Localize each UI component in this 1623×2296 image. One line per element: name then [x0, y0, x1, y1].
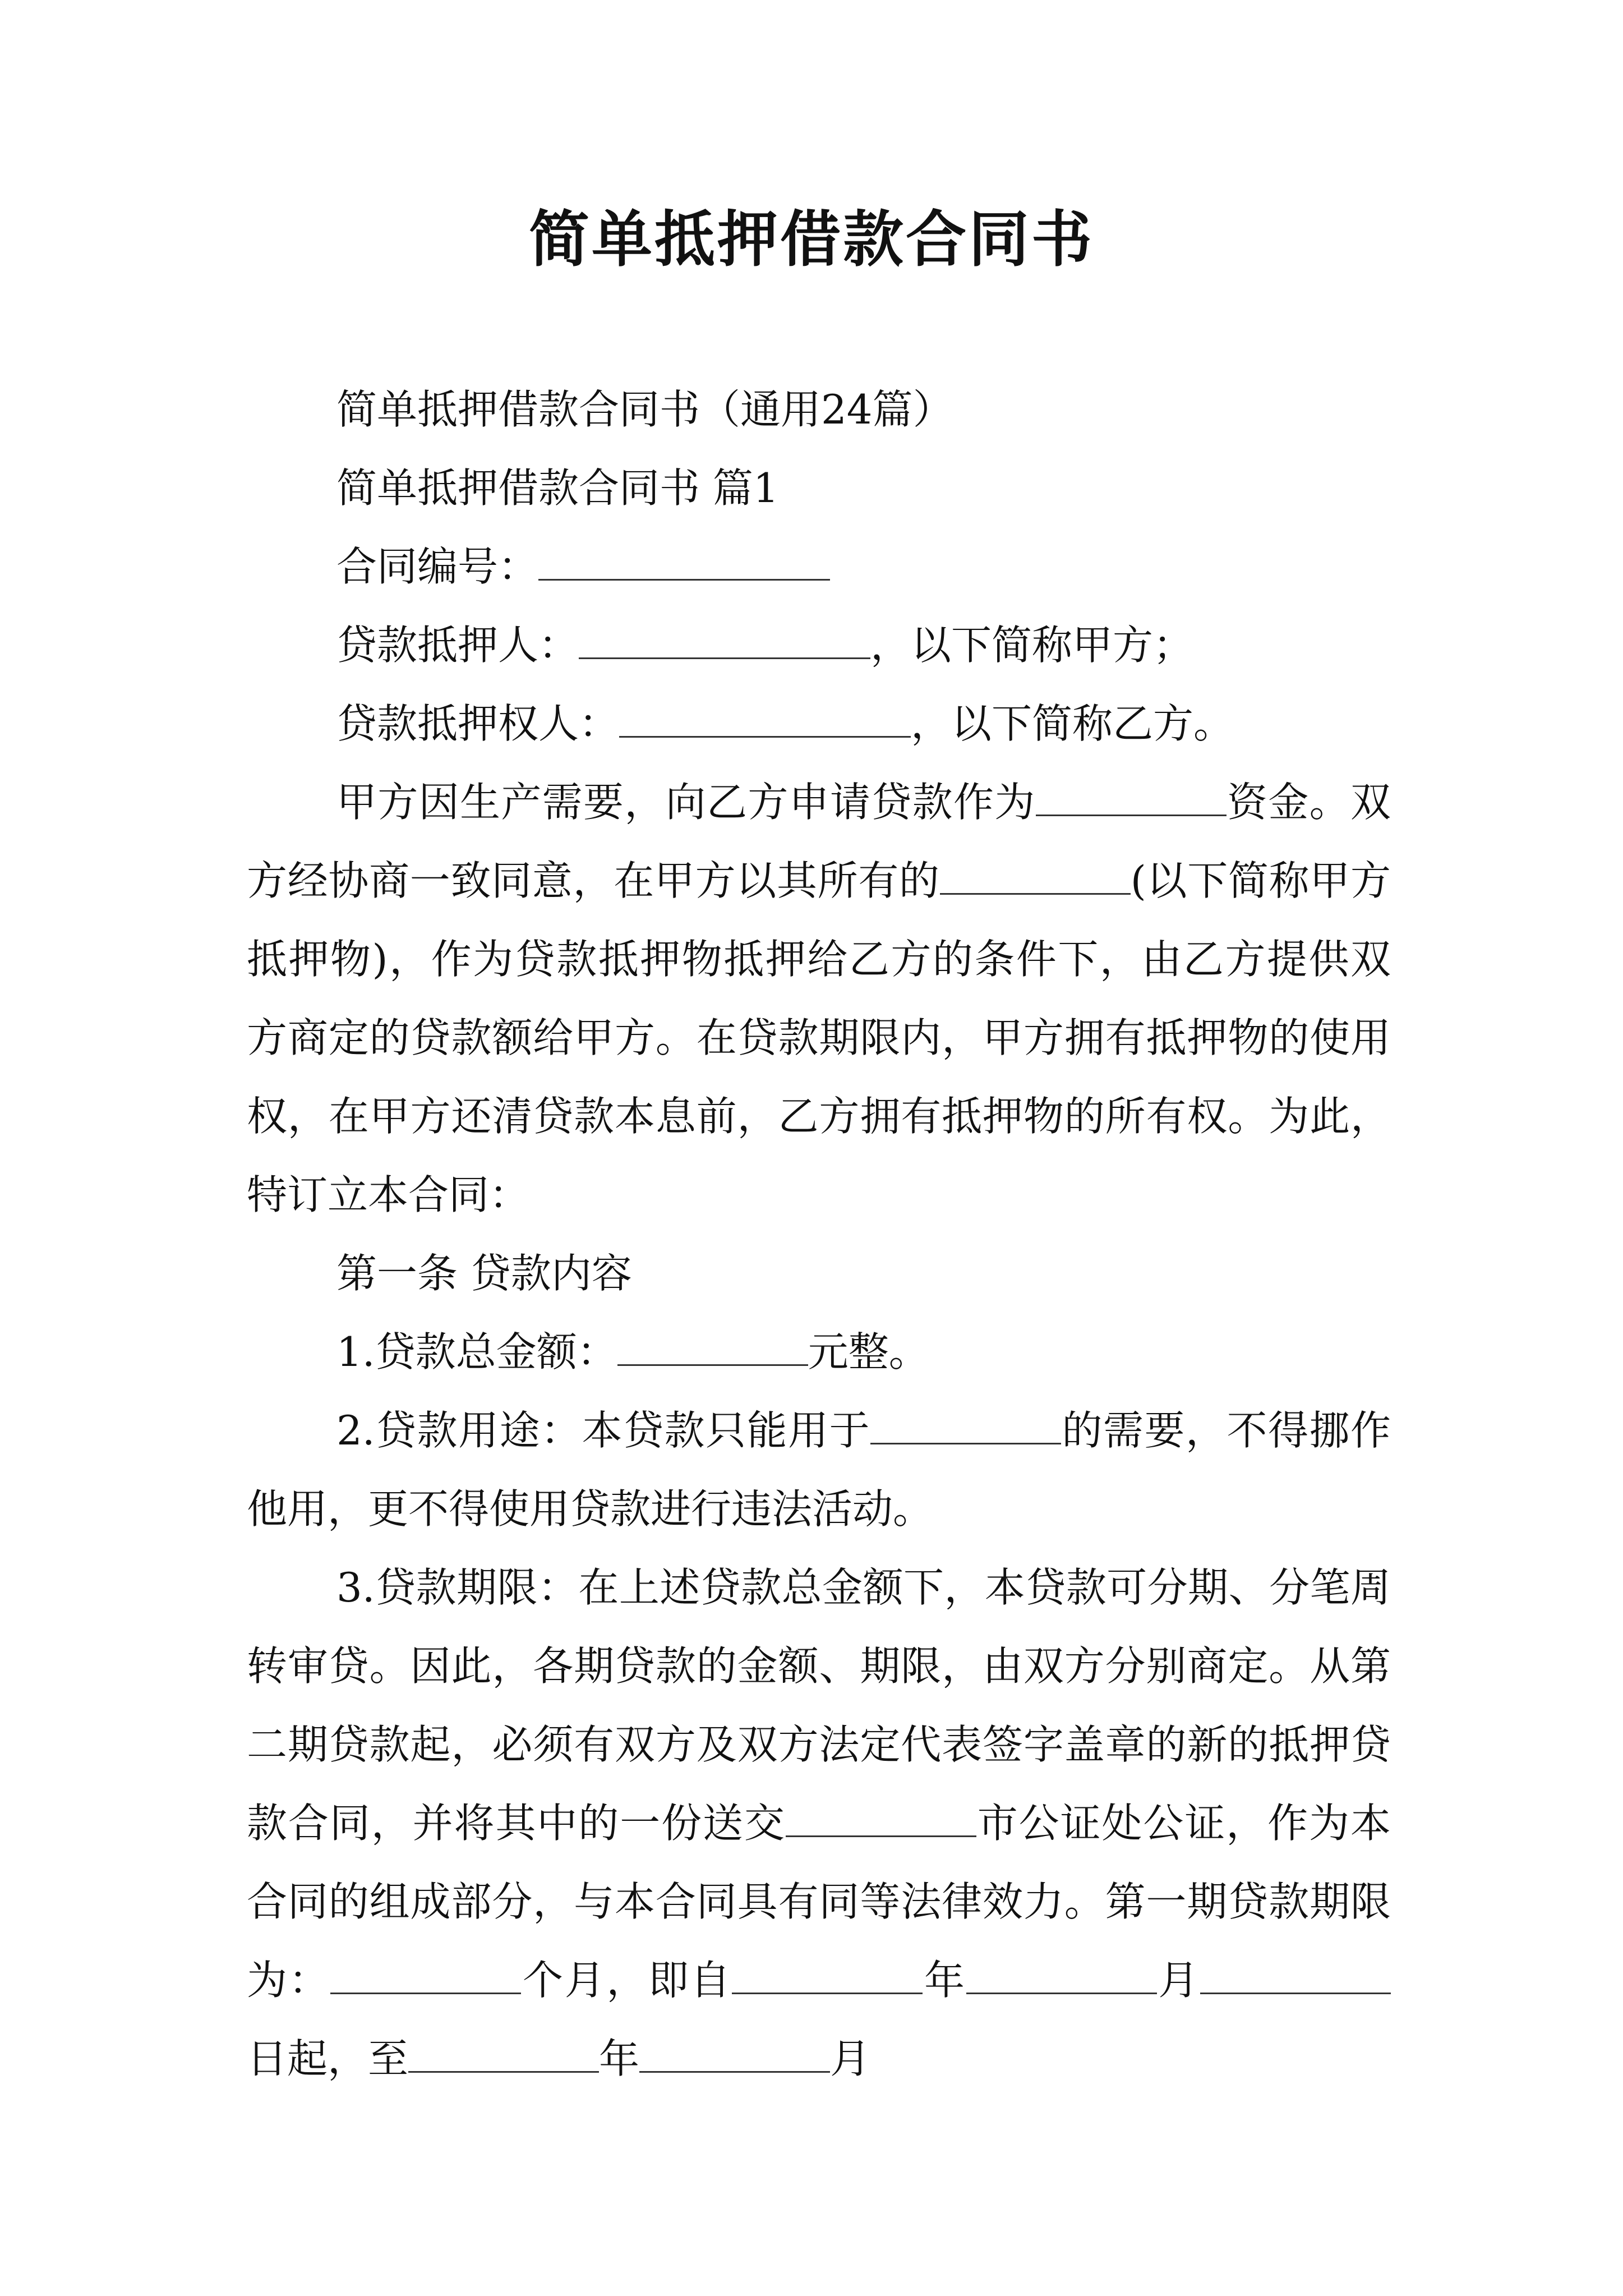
mortgagee-blank[interactable]: [619, 703, 911, 738]
item2-text-a: 2.贷款用途：本贷款只能用于: [336, 1407, 871, 1454]
item1-line: [247, 1313, 1391, 1391]
start-year-blank[interactable]: [732, 1960, 923, 1994]
contract-number-label: 合同编号：: [336, 543, 539, 590]
item1-suffix: 元整。: [808, 1328, 929, 1375]
item3-paragraph: [247, 1548, 1391, 2098]
intro-paragraph: [247, 763, 1391, 1234]
item1-label: 1.贷款总金额：: [336, 1328, 617, 1375]
end-year-blank[interactable]: [408, 2039, 599, 2073]
intro-text-b: 资金。双方经协商一致同意，在甲方以其所有的: [247, 779, 1391, 904]
mortgagor-blank[interactable]: [579, 625, 870, 659]
day-from-text: 日起，至: [247, 2035, 409, 2082]
end-month-blank[interactable]: [639, 2039, 830, 2073]
start-month-blank[interactable]: [966, 1960, 1157, 1994]
subtitle-line: [247, 370, 1391, 449]
document-title: 简单抵押借款合同书: [528, 204, 1094, 275]
document-body: [247, 370, 1391, 2098]
section-heading-text: 简单抵押借款合同书 篇1: [336, 464, 779, 512]
loan-purpose-blank[interactable]: [1036, 782, 1227, 816]
mortgagor-suffix: ，以下简称甲方；: [870, 622, 1194, 669]
item3-text-b: 市公证处公证，作为本合同的组成部分，与本合同具有同等法律效力。第一期贷款期限为：: [247, 1800, 1391, 2004]
mortgagor-line: [247, 606, 1391, 684]
loan-use-blank[interactable]: [870, 1410, 1061, 1444]
mortgagee-line: [247, 684, 1391, 763]
start-day-blank[interactable]: [1200, 1960, 1391, 1994]
contract-number-blank[interactable]: [538, 546, 830, 581]
month-unit-2: 月: [830, 2035, 871, 2082]
collateral-blank[interactable]: [940, 861, 1131, 895]
section-heading: [247, 449, 1391, 527]
year-unit-2: 年: [599, 2035, 640, 2082]
item2-paragraph: [247, 1391, 1391, 1548]
loan-amount-blank[interactable]: [617, 1332, 808, 1366]
month-unit-1: 月: [1156, 1957, 1200, 2004]
intro-text-a: 甲方因生产需要，向乙方申请贷款作为: [336, 779, 1036, 826]
contract-number-line: [247, 527, 1391, 606]
year-unit-1: 年: [923, 1957, 966, 2004]
intro-text-c: (以下简称甲方抵押物)，作为贷款抵押物抵押给乙方的条件下，由乙方提供双方商定的贷款额给甲方。在贷款期限内，甲方拥有抵押物的使用权，在甲方还清贷款本息前，乙方拥有抵押物的所有权。为此，特订立本合同：: [247, 857, 1391, 1218]
mortgagor-label: 贷款抵押人：: [336, 622, 579, 669]
article1-heading-text: 第一条 贷款内容: [336, 1250, 632, 1297]
article1-heading: [247, 1234, 1391, 1313]
item2-text-b: 的需要，不得挪作他用，更不得使用贷款进行违法活动。: [247, 1407, 1391, 1533]
item3-text-a: 3.贷款期限：在上述贷款总金额下，本贷款可分期、分笔周转审贷。因此，各期贷款的金额、期限，由双方分别商定。从第二期贷款起，必须有双方及双方法定代表签字盖章的新的抵押贷款合同，并将其中的一份送交: [247, 1564, 1391, 1847]
subtitle-text: 简单抵押借款合同书（通用24篇）: [336, 386, 953, 433]
item3-text-c: 个月，即自: [521, 1957, 732, 2004]
mortgagee-suffix: ，以下简称乙方。: [911, 700, 1234, 747]
loan-months-blank[interactable]: [330, 1960, 521, 1994]
mortgagee-label: 贷款抵押权人：: [336, 700, 620, 747]
notary-city-blank[interactable]: [786, 1803, 976, 1837]
